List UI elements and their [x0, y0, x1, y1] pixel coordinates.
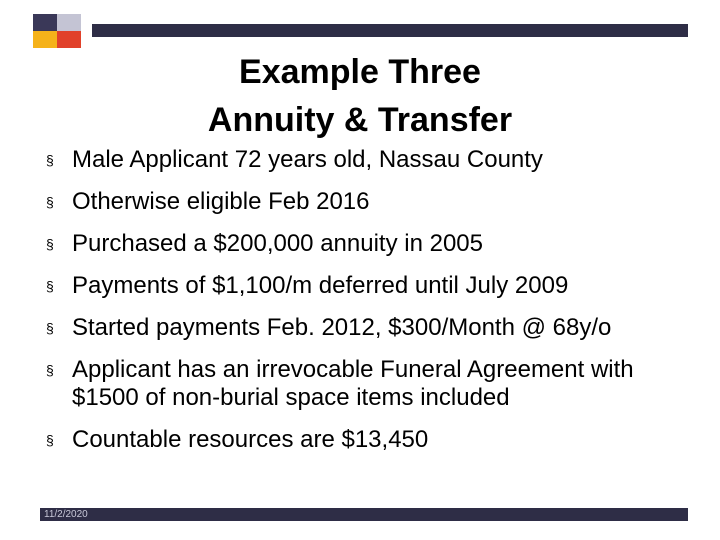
bullet-text: Male Applicant 72 years old, Nassau County: [72, 146, 543, 173]
bullet-item: [46, 188, 696, 216]
bullet-text: Countable resources are $13,450: [72, 426, 429, 453]
bullet-icon: §: [46, 362, 54, 378]
bullet-icon: §: [46, 320, 54, 336]
footer-bar: [40, 508, 688, 521]
bullet-item: [46, 272, 696, 300]
bullet-text: Applicant has an irrevocable Funeral Agreement with $1500 of non-burial space items included: [72, 356, 634, 411]
footer-date: 11/2/2020: [44, 509, 88, 520]
bullet-icon: §: [46, 278, 54, 294]
bullet-icon: §: [46, 152, 54, 168]
slide-title-line-2: Annuity & Transfer: [207, 101, 513, 139]
bullet-icon: §: [46, 236, 54, 252]
bullet-item: [46, 146, 696, 174]
logo-square: [33, 14, 57, 31]
bullet-text: Purchased a $200,000 annuity in 2005: [72, 230, 483, 257]
bullet-item: [46, 314, 696, 342]
bullet-item: [46, 426, 696, 454]
logo-square: [57, 31, 81, 48]
logo-square: [57, 14, 81, 31]
bullet-item: [46, 230, 696, 258]
bullet-text: Started payments Feb. 2012, $300/Month @ 68y/o: [72, 314, 612, 341]
logo: [33, 14, 81, 48]
bullet-list: [46, 144, 696, 454]
bullet-icon: §: [46, 432, 54, 448]
bullet-icon: §: [46, 194, 54, 210]
bullet-text: Payments of $1,100/m deferred until July 2009: [72, 272, 569, 299]
logo-square: [33, 31, 57, 48]
bullet-text: Otherwise eligible Feb 2016: [72, 188, 370, 215]
bullet-item: [46, 356, 696, 412]
header-bar: [92, 24, 688, 37]
slide-title-line-1: Example Three: [239, 53, 481, 91]
